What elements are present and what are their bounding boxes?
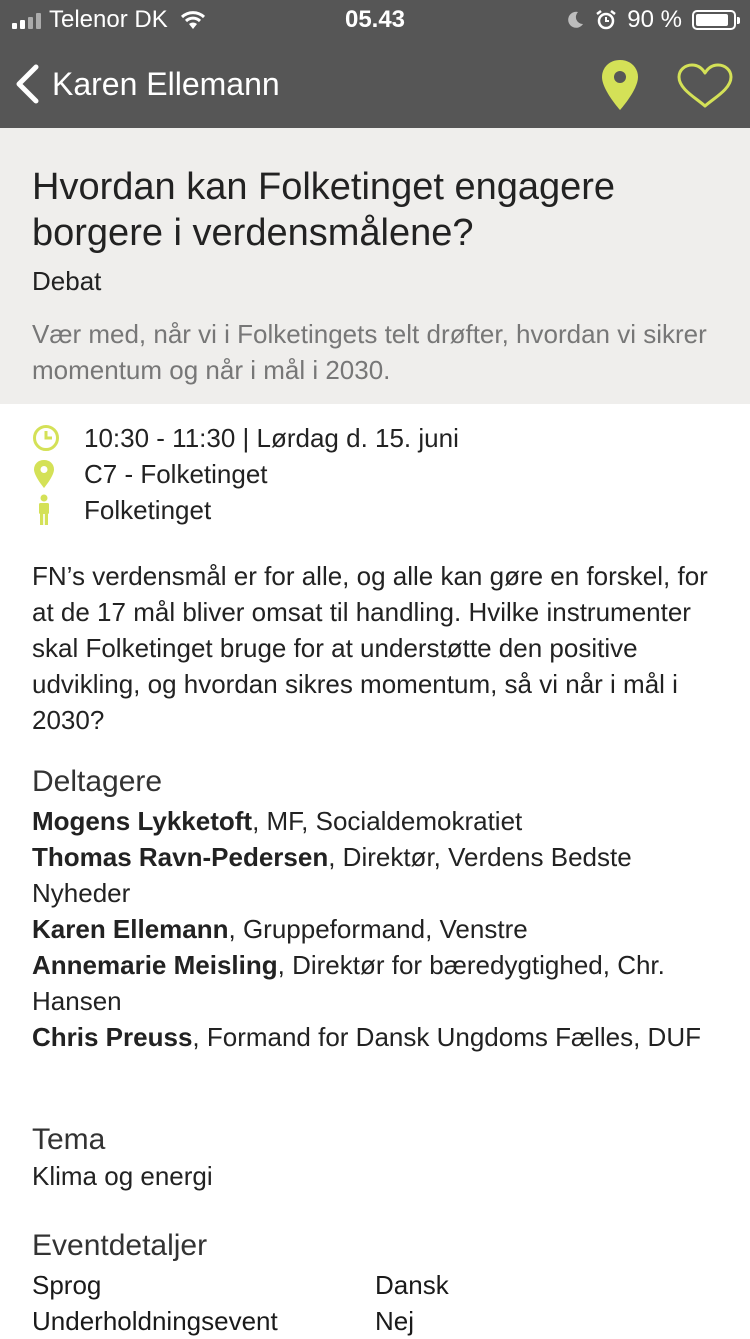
meta-organizer xyxy=(32,492,732,528)
event-title: Hvordan kan Folketinget engagere borgere i verdensmålene? xyxy=(32,166,616,254)
event-location: C7 - Folketinget xyxy=(84,458,268,489)
chevron-left-icon xyxy=(14,64,40,104)
moon-icon xyxy=(565,10,585,30)
back-button[interactable] xyxy=(14,60,280,108)
participant-name[interactable]: Karen Ellemann xyxy=(32,914,229,944)
battery-percent: 90 % xyxy=(627,6,682,33)
participant-name[interactable]: Mogens Lykketoft xyxy=(32,806,253,836)
back-label: Karen Ellemann xyxy=(52,65,280,102)
participant-role: , Formand for Dansk Ungdoms Fælles, DUF xyxy=(192,1022,701,1052)
tema-heading: Tema xyxy=(32,1123,106,1156)
details-heading: Eventdetaljer xyxy=(32,1229,208,1262)
participant-role: , MF, Socialdemokratiet xyxy=(252,806,523,836)
detail-key: Underholdningsevent xyxy=(32,1305,278,1336)
status-right xyxy=(565,6,736,34)
nav-bar xyxy=(0,40,750,128)
event-description: FN’s verdensmål er for alle, og alle kan gøre en forskel, for at de 17 mål bliver omsat til handling. Hvilke instrumenter skal Folketinget bruge for at understøtte den positive udvikling, og hvordan sikres momentum, så vi når i mål i 2030? xyxy=(32,561,708,735)
participants-list xyxy=(32,803,722,1055)
event-header xyxy=(0,128,750,404)
tema-value: Klima og energi xyxy=(32,1161,213,1191)
list-item xyxy=(32,1019,722,1055)
participant-role: , Direktør for bæredygtighed, Chr. Hansen xyxy=(32,950,665,1016)
event-organizer: Folketinget xyxy=(84,494,212,525)
participant-name[interactable]: Annemarie Meisling xyxy=(32,950,278,980)
clock: 05.43 xyxy=(344,6,406,33)
battery-icon xyxy=(692,10,736,30)
carrier-name: Telenor DK xyxy=(49,6,168,33)
list-item xyxy=(32,947,722,1019)
location-pin-icon[interactable] xyxy=(598,58,642,112)
list-item xyxy=(32,803,722,839)
alarm-icon xyxy=(595,9,617,31)
detail-key: Sprog xyxy=(32,1269,102,1300)
heart-icon[interactable] xyxy=(676,62,734,110)
event-time: 10:30 - 11:30 | Lørdag d. 15. juni xyxy=(84,422,459,453)
event-type: Debat xyxy=(32,266,102,296)
participant-role: , Direktør, Verdens Bedste Nyheder xyxy=(32,842,632,908)
event-lead: Vær med, når vi i Folketingets telt drøfter, hvordan vi sikrer momentum og når i mål i 2030. xyxy=(32,319,707,385)
meta-time xyxy=(32,420,732,456)
participant-name[interactable]: Chris Preuss xyxy=(32,1022,193,1052)
list-item xyxy=(32,839,722,911)
event-meta xyxy=(32,420,732,528)
details-table xyxy=(32,1267,732,1339)
table-row xyxy=(32,1267,732,1303)
participants-heading: Deltagere xyxy=(32,765,163,798)
meta-location xyxy=(32,456,732,492)
clock-icon xyxy=(32,420,84,456)
list-item xyxy=(32,911,722,947)
status-bar xyxy=(0,0,750,40)
participant-name[interactable]: Thomas Ravn-Pedersen xyxy=(32,842,329,872)
person-icon xyxy=(32,492,84,528)
detail-value: Nej xyxy=(375,1305,415,1336)
detail-value: Dansk xyxy=(375,1269,449,1300)
participant-role: , Gruppeformand, Venstre xyxy=(228,914,528,944)
location-pin-icon xyxy=(32,456,84,492)
